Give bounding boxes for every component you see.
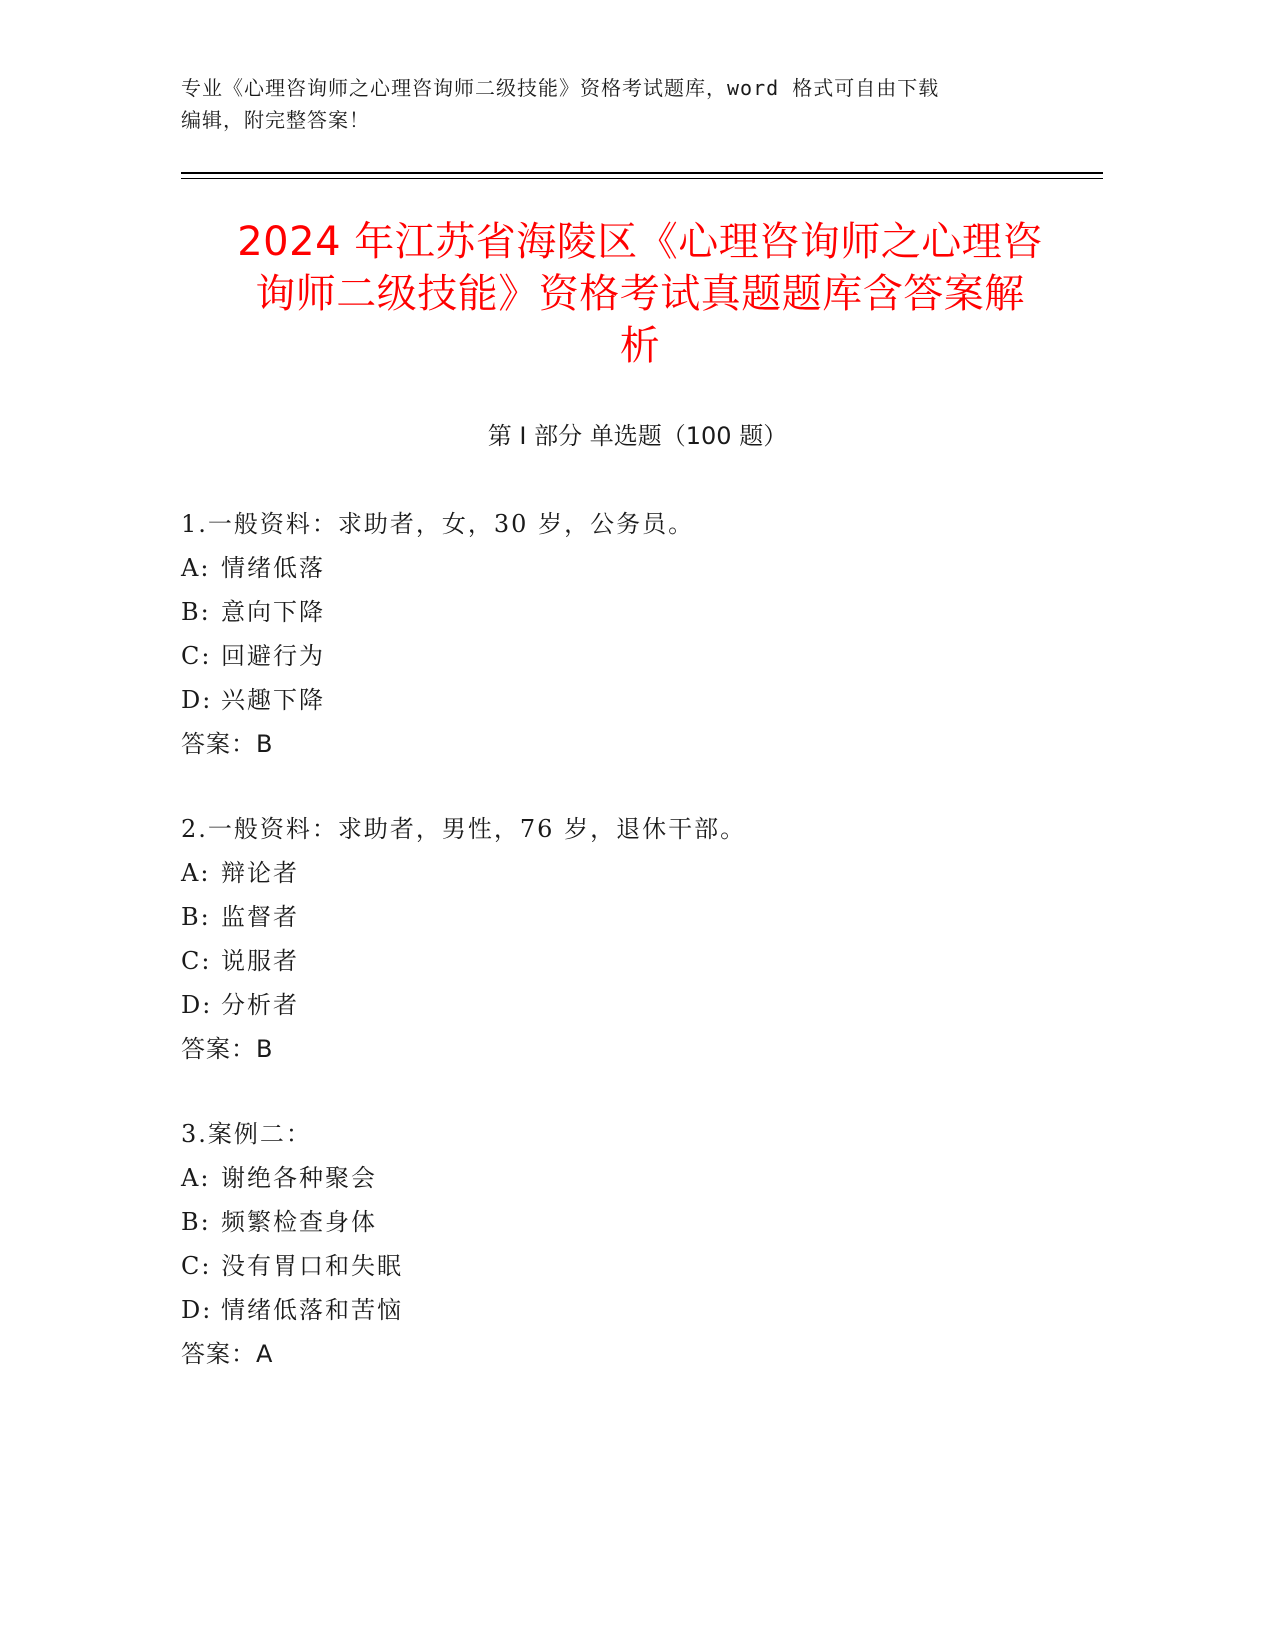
question-stem: 1.一般资料：求助者，女，30 岁，公务员。 (181, 510, 695, 538)
document-title-line-3: 析 (619, 323, 661, 369)
option-key: A: (181, 1164, 211, 1192)
option-key: B: (181, 903, 211, 931)
option-text: 情绪低落 (221, 554, 325, 582)
option-text: 分析者 (221, 991, 299, 1019)
option-key: D: (181, 686, 213, 714)
option-text: 兴趣下降 (221, 686, 325, 714)
header-note-line-1: 专业《心理咨询师之心理咨询师二级技能》资格考试题库，word 格式可自由下载 (181, 76, 940, 100)
option-d (181, 1288, 1081, 1332)
option-b (181, 1200, 1081, 1244)
document-title-line-1: 2024 年江苏省海陵区《心理咨询师之心理咨 (237, 219, 1043, 265)
document-title (160, 216, 1120, 372)
option-key: B: (181, 1208, 211, 1236)
question-1 (181, 502, 1081, 766)
header-note (181, 72, 1041, 136)
option-key: C: (181, 642, 212, 670)
document-title-line-2: 询师二级技能》资格考试真题题库含答案解 (255, 271, 1025, 317)
option-key: A: (181, 859, 211, 887)
option-d (181, 983, 1081, 1027)
option-key: C: (181, 947, 212, 975)
answer-line: 答案：A (181, 1340, 274, 1368)
option-c (181, 939, 1081, 983)
option-text: 意向下降 (221, 598, 325, 626)
option-d (181, 678, 1081, 722)
header-rule-thick (181, 172, 1103, 174)
option-key: D: (181, 1296, 213, 1324)
option-text: 情绪低落和苦恼 (221, 1296, 403, 1324)
answer-line: 答案：B (181, 1035, 274, 1063)
option-a (181, 1156, 1081, 1200)
header-rule-thin (181, 178, 1103, 179)
option-text: 监督者 (221, 903, 299, 931)
question-2 (181, 807, 1081, 1071)
option-key: B: (181, 598, 211, 626)
option-key: C: (181, 1252, 212, 1280)
option-a (181, 851, 1081, 895)
option-text: 没有胃口和失眠 (221, 1252, 403, 1280)
option-text: 谢绝各种聚会 (221, 1164, 377, 1192)
option-b (181, 895, 1081, 939)
question-stem: 3.案例二： (181, 1120, 312, 1148)
option-text: 说服者 (221, 947, 299, 975)
option-b (181, 590, 1081, 634)
answer-line: 答案：B (181, 730, 274, 758)
option-key: D: (181, 991, 213, 1019)
option-c (181, 1244, 1081, 1288)
header-note-line-2: 编辑，附完整答案！ (181, 108, 370, 132)
option-text: 辩论者 (221, 859, 299, 887)
option-c (181, 634, 1081, 678)
section-heading: 第 I 部分 单选题（100 题） (487, 422, 788, 450)
option-a (181, 546, 1081, 590)
question-stem: 2.一般资料：求助者，男性，76 岁，退休干部。 (181, 815, 747, 843)
option-text: 频繁检查身体 (221, 1208, 377, 1236)
question-3 (181, 1112, 1081, 1376)
option-text: 回避行为 (221, 642, 325, 670)
option-key: A: (181, 554, 211, 582)
